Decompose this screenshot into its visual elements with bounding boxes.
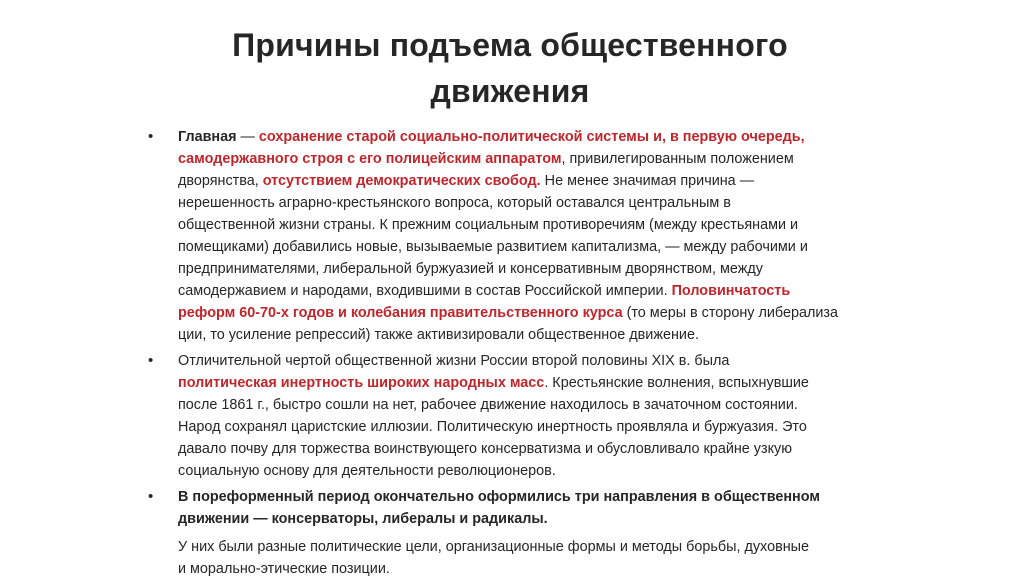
highlighted-text: политическая инертность широких народных масс <box>178 375 545 391</box>
slide-title <box>150 22 870 114</box>
text-line <box>178 558 875 580</box>
bullet-marker: • <box>148 352 154 369</box>
text-run: самодержавием и народами, входившими в состав Российской империи. <box>178 283 672 299</box>
bullet-marker: • <box>148 128 154 145</box>
text-run: нерешенность аграрно-крестьянского вопроса, который оставался центральным в <box>178 195 731 211</box>
text-line <box>178 192 875 214</box>
bold-text: Главная <box>178 129 237 145</box>
highlighted-text: отсутствием демократических свобод. <box>262 173 541 189</box>
highlighted-text: Половинчатость <box>671 283 791 299</box>
slide-title-line-2: движения <box>430 73 590 109</box>
highlighted-text: самодержавного строя с его полицейским аппаратом <box>178 151 562 167</box>
text-run: давало почву для торжества воинствующего консерватизма и обусловливало крайне узкую <box>178 441 793 457</box>
slide-title-line-1: Причины подъема общественного <box>232 27 788 63</box>
text-run: ции, то усиление репрессий) также активизировали общественное движение. <box>178 327 699 343</box>
text-line <box>178 350 875 372</box>
text-run: общественной жизни страны. К прежним социальным противоречиям (между крестьянами и <box>178 217 799 233</box>
sub-paragraph <box>145 536 875 580</box>
text-line <box>178 394 875 416</box>
text-line <box>178 170 875 192</box>
slide-content <box>145 126 875 580</box>
text-run: и морально-этические позиции. <box>178 561 390 577</box>
text-run: дворянства, <box>178 173 263 189</box>
bold-text: В пореформенный период окончательно оформились три направления в общественном <box>178 489 820 505</box>
text-line <box>178 536 875 558</box>
text-line <box>178 486 875 508</box>
text-run: Отличительной чертой общественной жизни России второй половины XIX в. была <box>178 353 730 369</box>
bullet-text-1 <box>178 126 875 346</box>
text-line <box>178 460 875 482</box>
bullet-text-3 <box>178 486 875 530</box>
bullet-item-3 <box>145 486 875 530</box>
text-line <box>178 214 875 236</box>
highlighted-text: реформ 60-70-х годов и колебания правительственного курса <box>178 305 623 321</box>
text-line <box>178 324 875 346</box>
sub-paragraph-text <box>178 536 875 580</box>
bullet-text-2 <box>178 350 875 482</box>
text-line <box>178 148 875 170</box>
text-run: предпринимателями, либеральной буржуазией и консервативным дворянством, между <box>178 261 763 277</box>
text-line <box>178 280 875 302</box>
bullet-item-2 <box>145 350 875 482</box>
text-line <box>178 126 875 148</box>
bullet-item-1 <box>145 126 875 346</box>
text-line <box>178 438 875 460</box>
text-run: . Крестьянские волнения, вспыхнувшие <box>544 375 809 391</box>
text-line <box>178 372 875 394</box>
text-run: социальную основу для деятельности революционеров. <box>178 463 556 479</box>
text-run: после 1861 г., быстро сошли на нет, рабочее движение находилось в зачаточном состоянии. <box>178 397 798 413</box>
text-line <box>178 302 875 324</box>
text-run: У них были разные политические цели, организационные формы и методы борьбы, духовные <box>178 539 810 555</box>
text-run: , привилегированным положением <box>561 151 794 167</box>
text-run: (то меры в сторону либерализа <box>622 305 839 321</box>
text-line <box>178 236 875 258</box>
bold-text: движении — консерваторы, либералы и радикалы. <box>178 511 548 527</box>
bullet-marker: • <box>148 488 154 505</box>
text-line <box>178 416 875 438</box>
text-line <box>178 508 875 530</box>
text-run: помещиками) добавились новые, вызываемые развитием капитализма, — между рабочими и <box>178 239 808 255</box>
text-run: Не менее значимая причина — <box>540 173 755 189</box>
text-run: — <box>236 129 259 145</box>
text-line <box>178 258 875 280</box>
text-run: Народ сохранял царистские иллюзии. Политическую инертность проявляла и буржуазия. Это <box>178 419 807 435</box>
highlighted-text: сохранение старой социально-политической системы и, в первую очередь, <box>258 129 805 145</box>
